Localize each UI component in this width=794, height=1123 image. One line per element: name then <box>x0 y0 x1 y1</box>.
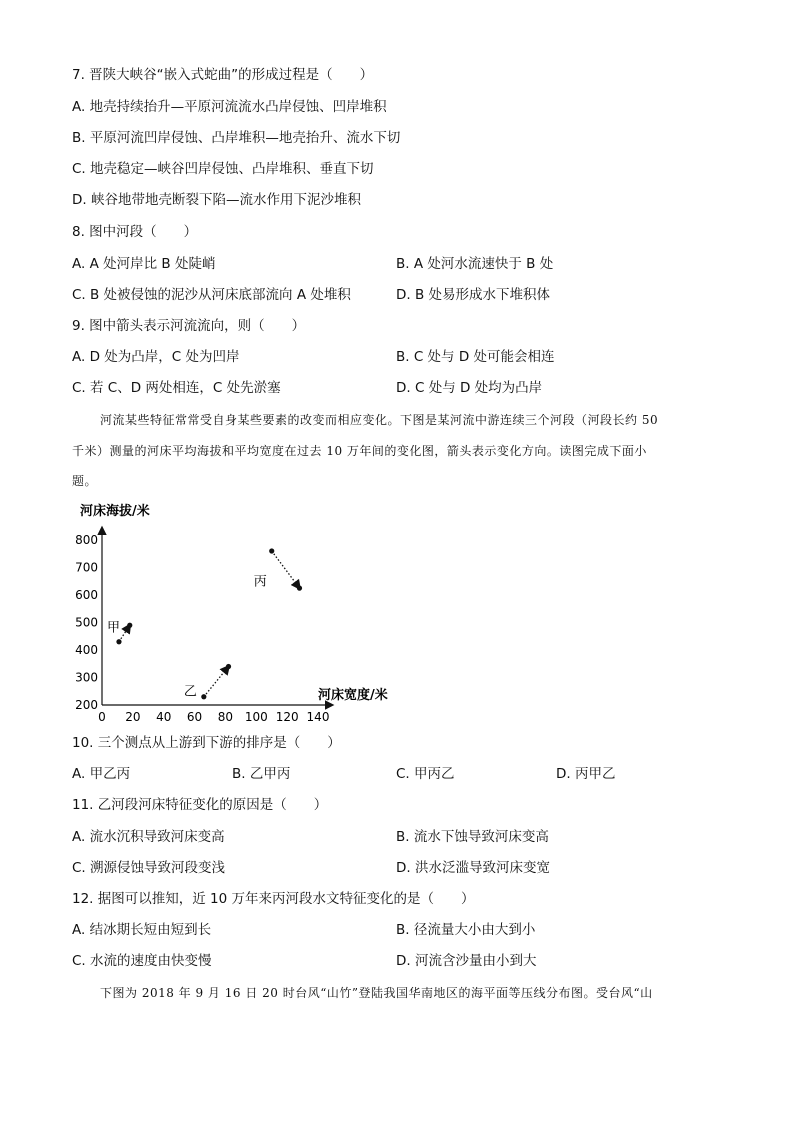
q7-option-d: D. 峡谷地带地壳断裂下陷—流水作用下泥沙堆积 <box>72 192 361 208</box>
series-arrow-丙 <box>272 551 300 588</box>
x-tick-label: 80 <box>217 710 234 724</box>
q8-option-b: B. A 处河水流速快于 B 处 <box>396 256 554 272</box>
x-tick-label: 120 <box>275 710 299 724</box>
series-point-start <box>116 639 121 644</box>
series-point-start <box>201 694 206 699</box>
q9-option-c: C. 若 C、D 两处相连，C 处先淤塞 <box>72 380 281 396</box>
q10-option-c: C. 甲丙乙 <box>396 766 455 782</box>
q12-option-d: D. 河流含沙量由小到大 <box>396 953 537 969</box>
y-tick-label: 400 <box>75 643 98 657</box>
q11-option-d: D. 洪水泛滥导致河床变宽 <box>396 860 550 876</box>
intro-line-2: 千米）测量的河床平均海拔和平均宽度在过去 10 万年间的变化图，箭头表示变化方向。读图完成下面小 <box>72 444 647 458</box>
x-axis-label: 河床宽度/米 <box>318 688 388 703</box>
q9-option-a: A. D 处为凸岸，C 处为凹岸 <box>72 349 240 365</box>
q11-option-b: B. 流水下蚀导致河床变高 <box>396 829 549 845</box>
y-tick-label: 500 <box>75 615 98 630</box>
x-tick-label: 100 <box>244 710 268 724</box>
y-tick-label: 700 <box>75 560 98 575</box>
series-arrow-乙 <box>204 667 229 697</box>
riverbed-chart <box>0 495 420 727</box>
q11-option-a: A. 流水沉积导致河床变高 <box>72 829 225 845</box>
q7-option-a: A. 地壳持续抬升—平原河流流水凸岸侵蚀、凹岸堆积 <box>72 99 387 115</box>
q8-option-d: D. B 处易形成水下堆积体 <box>396 287 551 303</box>
series-label: 丙 <box>253 574 267 590</box>
y-tick-label: 300 <box>75 670 98 685</box>
q8-option-a: A. A 处河岸比 B 处陡峭 <box>72 256 216 272</box>
series-arrow-甲 <box>119 625 130 642</box>
y-axis-label: 河床海拔/米 <box>80 504 150 519</box>
q9-option-d: D. C 处与 D 处均为凸岸 <box>396 380 543 396</box>
y-tick-label: 800 <box>75 533 98 547</box>
q7-option-b: B. 平原河流凹岸侵蚀、凸岸堆积—地壳抬升、流水下切 <box>72 130 401 146</box>
q12-option-b: B. 径流量大小由大到小 <box>396 922 536 938</box>
outro-line-1: 下图为 2018 年 9 月 16 日 20 时台风“山竹”登陆我国华南地区的海平面等压线分布图。受台风“山 <box>100 986 653 1000</box>
q10-option-d: D. 丙甲乙 <box>556 766 616 782</box>
series-point-end <box>226 664 231 669</box>
q9-option-b: B. C 处与 D 处可能会相连 <box>396 349 555 365</box>
q7-option-c: C. 地壳稳定—峡谷凹岸侵蚀、凸岸堆积、垂直下切 <box>72 161 374 177</box>
q10-option-a: A. 甲乙丙 <box>72 766 131 782</box>
y-tick-label: 200 <box>75 698 98 712</box>
q8-option-c: C. B 处被侵蚀的泥沙从河床底部流向 A 处堆积 <box>72 287 351 303</box>
intro-line-3: 题。 <box>72 474 98 488</box>
q12-option-a: A. 结冰期长短由短到长 <box>72 922 212 938</box>
x-tick-label: 0 <box>98 710 106 724</box>
q8-stem: 8. 图中河段（ ） <box>72 224 198 240</box>
series-point-end <box>127 623 132 628</box>
series-label: 甲 <box>106 620 120 636</box>
q9-stem: 9. 图中箭头表示河流流向，则（ ） <box>72 318 306 334</box>
x-tick-label: 60 <box>186 710 203 724</box>
series-label: 乙 <box>183 684 197 700</box>
intro-line-1: 河流某些特征常常受自身某些要素的改变而相应变化。下图是某河流中游连续三个河段（河段长约 50 <box>100 413 659 427</box>
q7-stem: 7. 晋陕大峡谷“嵌入式蛇曲”的形成过程是（ ） <box>72 67 374 83</box>
q10-option-b: B. 乙甲丙 <box>232 766 291 782</box>
series-point-start <box>269 548 274 553</box>
q11-option-c: C. 溯源侵蚀导致河段变浅 <box>72 860 226 876</box>
x-tick-label: 40 <box>156 710 172 724</box>
x-tick-label: 140 <box>306 710 330 724</box>
q12-option-c: C. 水流的速度由快变慢 <box>72 953 212 969</box>
series-point-end <box>297 586 302 591</box>
q12-stem: 12. 据图可以推知，近 10 万年来丙河段水文特征变化的是（ ） <box>72 891 475 907</box>
q11-stem: 11. 乙河段河床特征变化的原因是（ ） <box>72 797 328 813</box>
chart-marks <box>107 548 302 699</box>
q10-stem: 10. 三个测点从上游到下游的排序是（ ） <box>72 735 341 751</box>
y-tick-label: 600 <box>75 588 98 602</box>
x-tick-label: 20 <box>125 710 141 724</box>
